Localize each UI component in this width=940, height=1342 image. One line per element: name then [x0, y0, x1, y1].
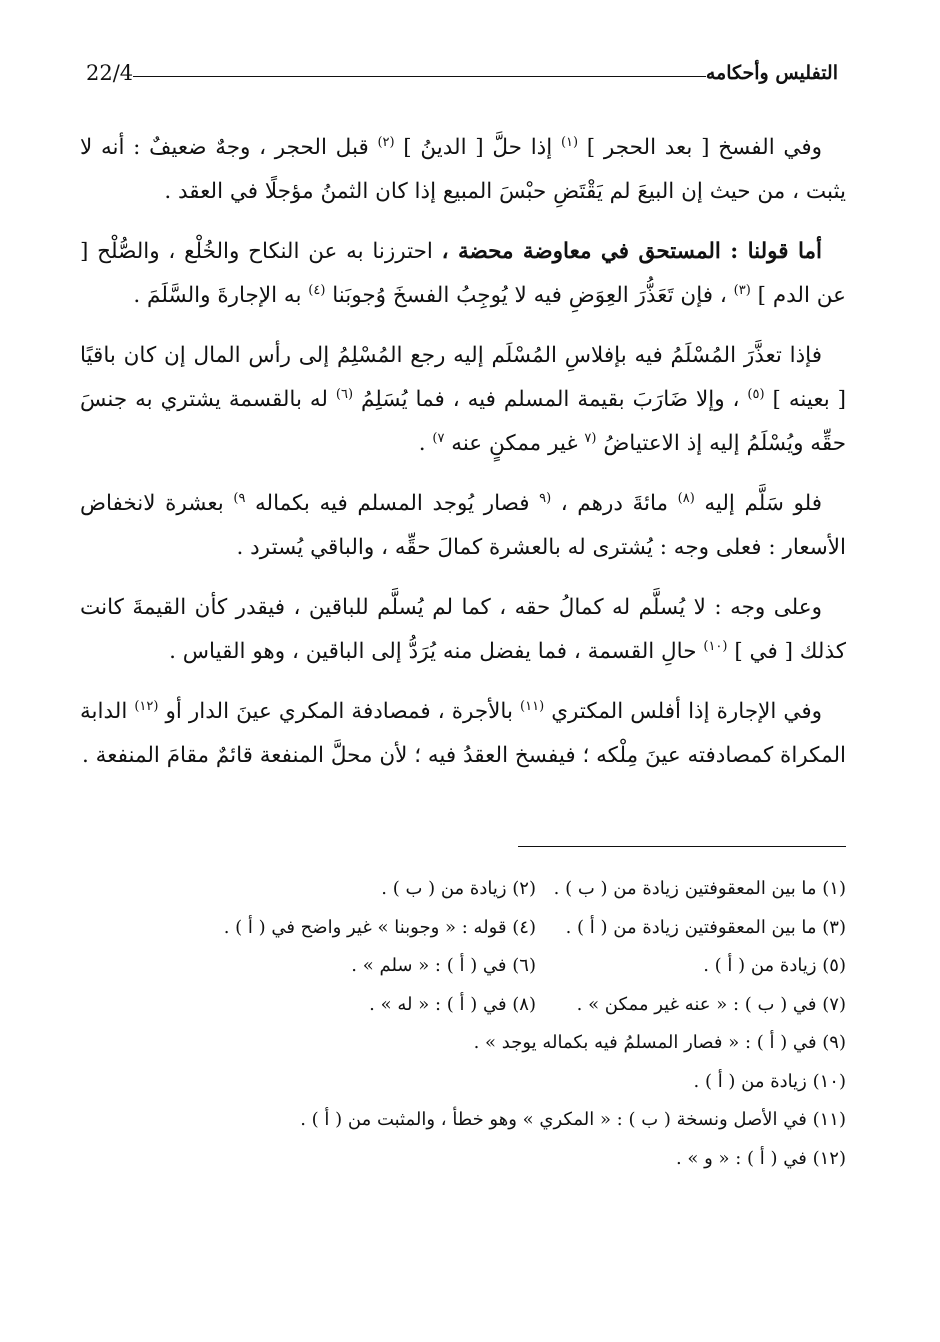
- footnote-row: [80, 1101, 846, 1140]
- footnote-marker: ٧): [432, 431, 445, 446]
- text-run: .: [418, 431, 433, 456]
- footnote-marker: (٦): [335, 387, 354, 402]
- bold-lead-text: أما قولنا : المستحق في معاوضة محضة ،: [441, 239, 822, 264]
- paragraph: [80, 586, 846, 674]
- text-run: ، وإلا ضَارَبَ بقيمة المسلم فيه ، فما يُسَلِمُ: [353, 387, 748, 412]
- text-run: وفي الإجارة إذا أفلس المكتري: [544, 699, 822, 724]
- footnote: (٦) في ( أ ) : « سلم » .: [351, 955, 536, 977]
- footnote: (١٢) في ( أ ) : « و » .: [675, 1147, 846, 1169]
- footnote-row: [80, 986, 846, 1025]
- text-run: حالِ القسمة ، فما يفضل منه يُرَدُّ إلى الباقين ، وهو القياس .: [169, 639, 704, 664]
- running-header: [78, 58, 846, 88]
- footnote: (١) ما بين المعقوفتين زيادة من ( ب ) .: [553, 878, 846, 900]
- footnote-row: [80, 1140, 846, 1179]
- footnote: (٧) في ( ب ) : « عنه غير ممكن » .: [576, 993, 846, 1015]
- footnote: (١١) في الأصل ونسخة ( ب ) : « المكري » وهو خطأ ، والمثبت من ( أ ) .: [300, 1109, 846, 1131]
- page-number: 22/4: [86, 61, 134, 85]
- footnote-separator: [518, 846, 846, 847]
- footnote-marker: (١٢): [134, 699, 159, 714]
- paragraph: [80, 690, 846, 778]
- running-title: التفليس وأحكامه: [705, 62, 838, 84]
- text-run: بعشرة لانخفاض الأسعار : فعلى وجه : يُشترى له بالعشرة كمالَ حقِّه ، والباقي يُسترد .: [80, 491, 846, 560]
- text-run: به الإجارةَ والسَّلَمَ .: [133, 283, 309, 308]
- footnote-marker: (٨): [677, 491, 695, 506]
- footnote-marker: (٢): [377, 135, 395, 150]
- text-run: فإذا تعذَّرَ المُسْلَمُ فيه بإفلاسِ المُسْلَم إليه رجع المُسْلِمُ إلى رأس المال إن كان باقيًا [ بعينه ]: [80, 343, 847, 412]
- text-run: غير ممكنٍ عنه: [444, 431, 585, 456]
- paragraph: [80, 334, 846, 466]
- footnote: (٢) زيادة من ( ب ) .: [381, 878, 536, 900]
- text-run: فصار يُوجد المسلم فيه بكماله: [245, 491, 540, 516]
- footnote: (٥) زيادة من ( أ ) .: [703, 955, 846, 977]
- footnote-row: [80, 1063, 846, 1102]
- footnote-marker: (٩: [539, 491, 552, 506]
- paragraph: [80, 126, 846, 214]
- footnote-marker: ٩): [233, 491, 246, 506]
- main-text: [80, 126, 846, 794]
- footnote-row: [80, 909, 846, 948]
- text-run: وفي الفسخ [ بعد الحجر ]: [578, 135, 822, 160]
- footnote: (٣) ما بين المعقوفتين زيادة من ( أ ) .: [565, 916, 846, 938]
- footnote: (٩) في ( أ ) : « فصار المسلمُ فيه بكماله يوجد » .: [473, 1032, 846, 1054]
- text-run: بالأجرة ، فمصادفة المكري عينَ الدار أو: [158, 699, 521, 724]
- text-run: احترزنا به عن النكاح والخُلْع ، والصُّلْح [ عن الدم ]: [80, 239, 846, 308]
- footnote-row: [80, 1024, 846, 1063]
- footnote: (٤) قوله : « وجوبنا » غير واضح في ( أ ) .: [223, 916, 536, 938]
- footnote-marker: (١٠): [703, 639, 728, 654]
- paragraph: [80, 482, 846, 570]
- footnotes: [80, 870, 846, 1178]
- footnote-marker: (٣): [733, 283, 751, 298]
- text-run: وعلى وجه : لا يُسلَّم له كمالُ حقه ، كما لم يُسلَّم للباقين ، فيقدر كأن القيمةَ كانت كذلك [ في ]: [80, 595, 846, 664]
- footnote: (١٠) زيادة من ( أ ) .: [693, 1070, 846, 1092]
- footnote-marker: (١١): [520, 699, 545, 714]
- footnote: (٨) في ( أ ) : « له » .: [369, 993, 536, 1015]
- text-run: الدابة المكراة كمصادفته عينَ مِلْكه ؛ فيفسخ العقدُ فيه ؛ لأن محلَّ المنفعة قائمٌ مقامَ المنفعة .: [80, 699, 846, 768]
- footnote-marker: (٤): [308, 283, 326, 298]
- text-run: مائةَ درهم ،: [551, 491, 678, 516]
- footnote-row: [80, 947, 846, 986]
- text-run: فلو سَلَّم إليه: [694, 491, 822, 516]
- text-run: له بالقسمة يشتري به جنسَ حقِّه ويُسْلَمُ إليه إذ الاعتياضُ: [80, 387, 846, 456]
- footnote-marker: (١): [560, 135, 579, 150]
- footnote-row: [80, 870, 846, 909]
- text-run: إذا حلَّ [ الدينُ ]: [394, 135, 561, 160]
- paragraph: [80, 230, 846, 318]
- text-run: ، فإن تَعَذُّرَ العِوَضِ فيه لا يُوجِبُ الفسخَ وُجوبَنا: [325, 283, 734, 308]
- header-rule: [133, 76, 706, 77]
- footnote-marker: (٥): [747, 387, 765, 402]
- text-run: قبل الحجر ، وجهٌ ضعيفٌ : أنه لا يثبت ، من حيث إن البيعَ لم يَقْتَضِ حبْسَ المبيع إذا كان الثمنُ مؤجلًا في العقد .: [80, 135, 846, 204]
- footnote-marker: (٧: [584, 431, 597, 446]
